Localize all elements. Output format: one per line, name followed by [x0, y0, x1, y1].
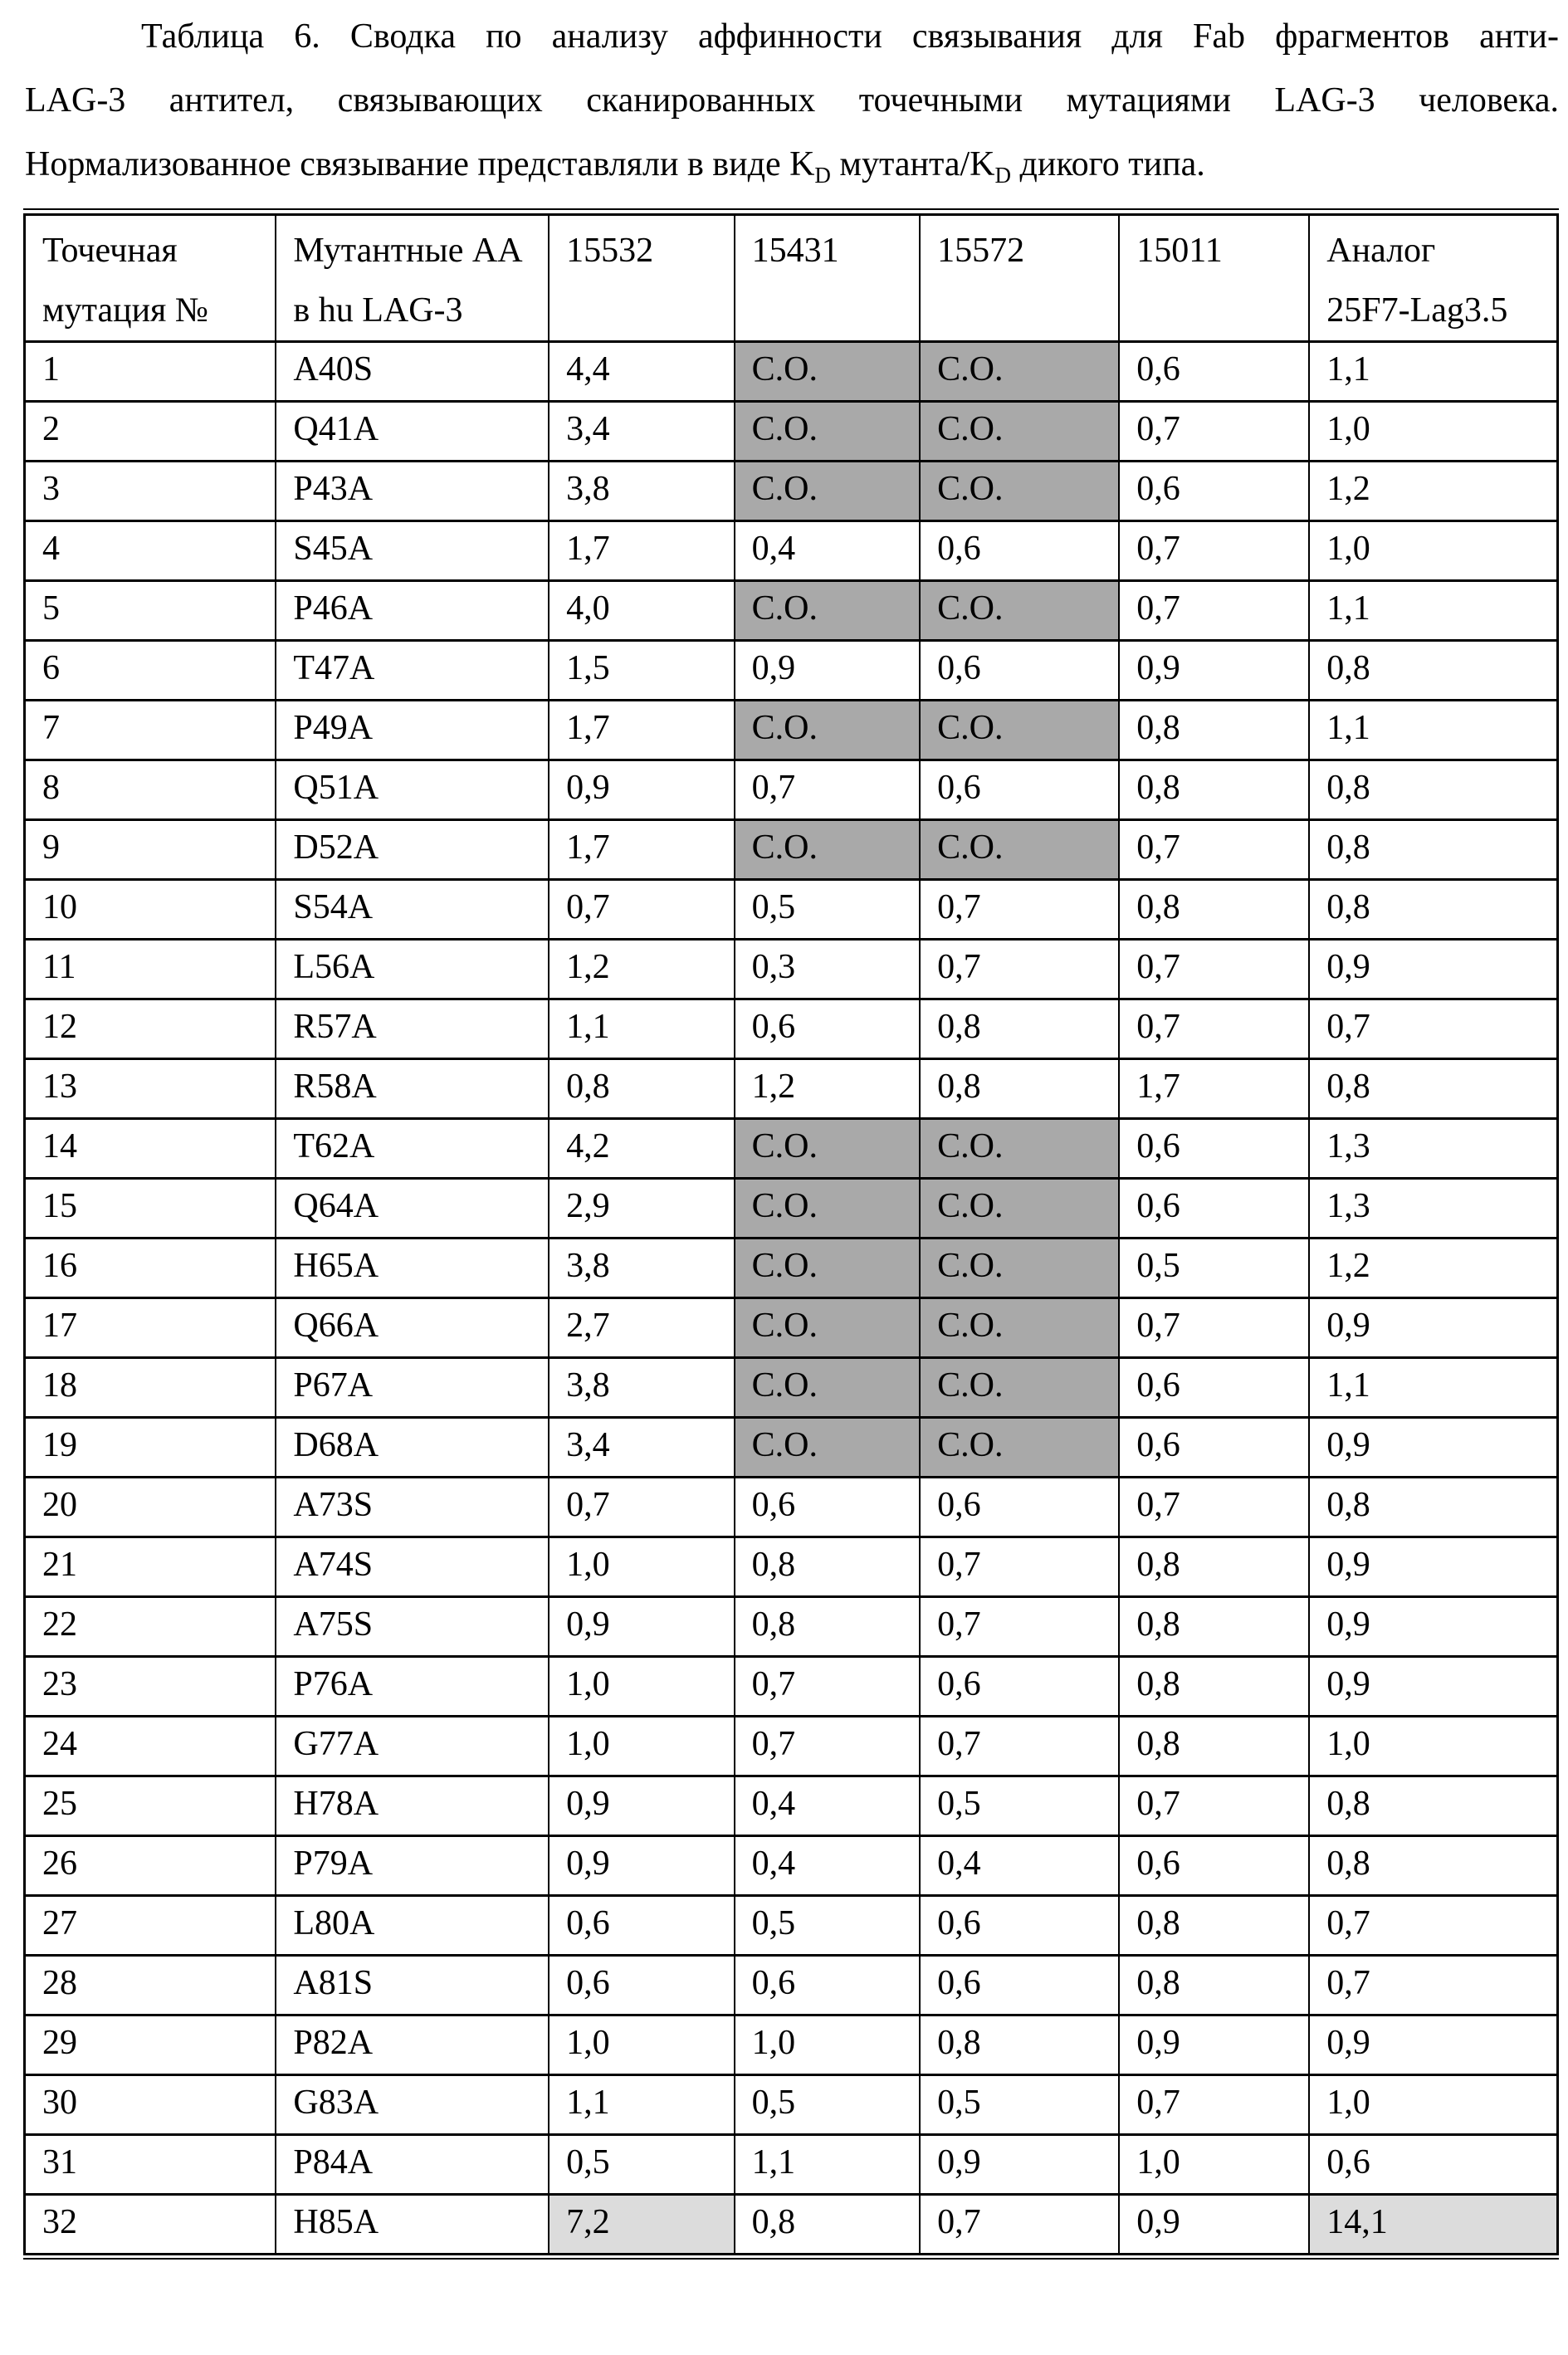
- affinity-table-wrapper: [23, 208, 1559, 2260]
- cell-mutation-number: 17: [25, 1298, 276, 1358]
- cell-binding-value: 0,8: [920, 2015, 1119, 2075]
- header-text: в hu LAG-3: [293, 291, 463, 330]
- cell-mutation-aa: P67A: [276, 1358, 549, 1418]
- header-text: Мутантные АА: [293, 232, 523, 270]
- cell-binding-value: 0,8: [1119, 880, 1309, 940]
- cell-binding-value: 0,7: [920, 880, 1119, 940]
- cell-binding-value: 0,8: [920, 999, 1119, 1059]
- cell-binding-value: 0,7: [920, 940, 1119, 999]
- cell-binding-value: 0,6: [1119, 1119, 1309, 1179]
- cell-mutation-number: 30: [25, 2075, 276, 2135]
- cell-binding-value: 0,8: [1119, 1956, 1309, 2015]
- cell-binding-value: С.О.: [920, 402, 1119, 462]
- table-row: [25, 1119, 1558, 1179]
- cell-mutation-number: 32: [25, 2195, 276, 2255]
- cell-binding-value: 0,6: [735, 999, 920, 1059]
- cell-binding-value: 0,8: [1119, 1896, 1309, 1956]
- table-row: [25, 1537, 1558, 1597]
- cell-binding-value: 0,8: [1119, 1717, 1309, 1776]
- cell-mutation-number: 8: [25, 760, 276, 820]
- cell-mutation-number: 2: [25, 402, 276, 462]
- table-caption: [0, 0, 1568, 197]
- cell-binding-value: 0,9: [549, 760, 734, 820]
- cell-binding-value: 0,6: [549, 1956, 734, 2015]
- cell-binding-value: 1,0: [1309, 521, 1557, 581]
- cell-binding-value: 2,7: [549, 1298, 734, 1358]
- table-row: [25, 2075, 1558, 2135]
- cell-binding-value: 1,2: [1309, 462, 1557, 521]
- cell-binding-value: 0,8: [1309, 760, 1557, 820]
- cell-mutation-aa: D68A: [276, 1418, 549, 1478]
- cell-binding-value: 1,1: [1309, 1358, 1557, 1418]
- cell-binding-value: 3,8: [549, 1239, 734, 1298]
- cell-binding-value: 0,7: [549, 1478, 734, 1537]
- cell-mutation-number: 13: [25, 1059, 276, 1119]
- cell-mutation-number: 29: [25, 2015, 276, 2075]
- cell-binding-value: 0,8: [1119, 1537, 1309, 1597]
- cell-binding-value: С.О.: [735, 402, 920, 462]
- cell-binding-value: 0,9: [1309, 1537, 1557, 1597]
- cell-binding-value: 0,9: [549, 1836, 734, 1896]
- cell-mutation-aa: S54A: [276, 880, 549, 940]
- cell-mutation-aa: D52A: [276, 820, 549, 880]
- cell-binding-value: С.О.: [920, 1298, 1119, 1358]
- cell-binding-value: 1,1: [1309, 342, 1557, 402]
- cell-binding-value: 0,7: [1119, 2075, 1309, 2135]
- cell-binding-value: 0,9: [1119, 641, 1309, 701]
- cell-mutation-aa: L80A: [276, 1896, 549, 1956]
- cell-mutation-number: 15: [25, 1179, 276, 1239]
- cell-binding-value: 0,9: [735, 641, 920, 701]
- cell-binding-value: 1,0: [549, 1717, 734, 1776]
- cell-binding-value: 0,5: [735, 880, 920, 940]
- cell-binding-value: 0,8: [1309, 641, 1557, 701]
- cell-binding-value: 4,2: [549, 1119, 734, 1179]
- cell-mutation-number: 5: [25, 581, 276, 641]
- table-row: [25, 2015, 1558, 2075]
- cell-mutation-number: 1: [25, 342, 276, 402]
- cell-mutation-aa: H65A: [276, 1239, 549, 1298]
- cell-binding-value: 1,1: [1309, 581, 1557, 641]
- cell-binding-value: 0,7: [920, 1597, 1119, 1657]
- cell-binding-value: С.О.: [920, 342, 1119, 402]
- affinity-table: [23, 213, 1559, 2255]
- table-row: [25, 1836, 1558, 1896]
- cell-binding-value: 0,8: [920, 1059, 1119, 1119]
- kd-subscript: D: [994, 163, 1011, 188]
- cell-binding-value: 0,6: [1119, 462, 1309, 521]
- cell-binding-value: 0,7: [735, 760, 920, 820]
- cell-mutation-aa: P76A: [276, 1657, 549, 1717]
- cell-binding-value: 0,7: [1119, 402, 1309, 462]
- cell-binding-value: 0,6: [920, 521, 1119, 581]
- cell-binding-value: 0,7: [735, 1717, 920, 1776]
- cell-binding-value: 0,6: [735, 1956, 920, 2015]
- cell-binding-value: 1,3: [1309, 1179, 1557, 1239]
- cell-mutation-aa: G83A: [276, 2075, 549, 2135]
- header-text: 25F7-Lag3.5: [1326, 291, 1508, 330]
- header-point-mutation: [25, 215, 276, 342]
- table-row: [25, 521, 1558, 581]
- cell-binding-value: 1,1: [735, 2135, 920, 2195]
- cell-mutation-aa: A75S: [276, 1597, 549, 1657]
- table-row: [25, 581, 1558, 641]
- table-row: [25, 1657, 1558, 1717]
- cell-mutation-number: 28: [25, 1956, 276, 2015]
- cell-binding-value: 0,8: [1309, 1059, 1557, 1119]
- cell-binding-value: 0,6: [1119, 1179, 1309, 1239]
- cell-binding-value: 1,1: [549, 2075, 734, 2135]
- cell-binding-value: 0,4: [735, 1836, 920, 1896]
- table-row: [25, 999, 1558, 1059]
- cell-mutation-aa: Q64A: [276, 1179, 549, 1239]
- cell-binding-value: 0,3: [735, 940, 920, 999]
- cell-binding-value: 0,6: [735, 1478, 920, 1537]
- cell-mutation-aa: R58A: [276, 1059, 549, 1119]
- cell-binding-value: 0,6: [1119, 1358, 1309, 1418]
- header-antibody-15532: [549, 215, 734, 342]
- cell-binding-value: 1,1: [549, 999, 734, 1059]
- cell-binding-value: 0,6: [1119, 1836, 1309, 1896]
- cell-binding-value: 0,8: [549, 1059, 734, 1119]
- cell-binding-value: 1,2: [549, 940, 734, 999]
- cell-binding-value: 0,7: [1309, 1956, 1557, 2015]
- cell-binding-value: С.О.: [920, 701, 1119, 760]
- cell-mutation-aa: H85A: [276, 2195, 549, 2255]
- table-body: [25, 342, 1558, 2255]
- cell-binding-value: 0,6: [1119, 342, 1309, 402]
- caption-line-2: LAG-3 антител, связывающих сканированных точечными мутациями LAG-3 человека.: [25, 81, 1559, 120]
- cell-binding-value: 0,6: [920, 1657, 1119, 1717]
- cell-binding-value: 0,7: [549, 880, 734, 940]
- cell-binding-value: 0,4: [735, 521, 920, 581]
- table-row: [25, 1896, 1558, 1956]
- cell-mutation-aa: A74S: [276, 1537, 549, 1597]
- header-mutant-aa: [276, 215, 549, 342]
- cell-binding-value: 0,5: [920, 2075, 1119, 2135]
- cell-binding-value: С.О.: [920, 462, 1119, 521]
- table-row: [25, 2135, 1558, 2195]
- cell-mutation-aa: A73S: [276, 1478, 549, 1537]
- cell-mutation-aa: T47A: [276, 641, 549, 701]
- cell-mutation-number: 27: [25, 1896, 276, 1956]
- cell-binding-value: 14,1: [1309, 2195, 1557, 2255]
- cell-binding-value: 4,4: [549, 342, 734, 402]
- cell-binding-value: С.О.: [735, 342, 920, 402]
- cell-binding-value: 0,9: [1309, 940, 1557, 999]
- table-row: [25, 760, 1558, 820]
- cell-binding-value: 0,5: [549, 2135, 734, 2195]
- cell-binding-value: 1,7: [549, 820, 734, 880]
- cell-mutation-number: 26: [25, 1836, 276, 1896]
- caption-line-3-text: дикого типа.: [1011, 145, 1205, 183]
- cell-binding-value: С.О.: [735, 1119, 920, 1179]
- table-row: [25, 1478, 1558, 1537]
- table-row: [25, 820, 1558, 880]
- cell-binding-value: С.О.: [920, 1358, 1119, 1418]
- header-antibody-15011: [1119, 215, 1309, 342]
- cell-binding-value: 0,9: [920, 2135, 1119, 2195]
- cell-binding-value: С.О.: [735, 1239, 920, 1298]
- table-row: [25, 462, 1558, 521]
- cell-mutation-aa: Q41A: [276, 402, 549, 462]
- cell-binding-value: 0,7: [735, 1657, 920, 1717]
- cell-binding-value: 4,0: [549, 581, 734, 641]
- cell-mutation-aa: Q51A: [276, 760, 549, 820]
- cell-mutation-number: 19: [25, 1418, 276, 1478]
- cell-mutation-aa: G77A: [276, 1717, 549, 1776]
- cell-binding-value: 0,6: [920, 1478, 1119, 1537]
- cell-binding-value: 0,9: [1309, 1597, 1557, 1657]
- table-row: [25, 1059, 1558, 1119]
- cell-binding-value: 0,4: [735, 1776, 920, 1836]
- cell-mutation-aa: P49A: [276, 701, 549, 760]
- cell-binding-value: 0,9: [1309, 1657, 1557, 1717]
- table-row: [25, 1717, 1558, 1776]
- cell-mutation-number: 21: [25, 1537, 276, 1597]
- table-row: [25, 2195, 1558, 2255]
- cell-binding-value: 1,0: [1119, 2135, 1309, 2195]
- cell-mutation-aa: A81S: [276, 1956, 549, 2015]
- header-text: 15011: [1136, 232, 1223, 270]
- header-text: мутация №: [42, 291, 208, 330]
- cell-binding-value: 0,7: [1119, 999, 1309, 1059]
- cell-mutation-number: 22: [25, 1597, 276, 1657]
- cell-binding-value: С.О.: [735, 701, 920, 760]
- cell-binding-value: С.О.: [920, 1119, 1119, 1179]
- cell-mutation-number: 10: [25, 880, 276, 940]
- cell-binding-value: С.О.: [735, 1179, 920, 1239]
- kd-subscript: D: [814, 163, 831, 188]
- cell-binding-value: С.О.: [735, 1358, 920, 1418]
- cell-binding-value: 0,6: [920, 760, 1119, 820]
- cell-binding-value: 0,4: [920, 1836, 1119, 1896]
- table-row: [25, 342, 1558, 402]
- cell-binding-value: 0,7: [920, 2195, 1119, 2255]
- cell-binding-value: 0,5: [1119, 1239, 1309, 1298]
- cell-mutation-number: 3: [25, 462, 276, 521]
- caption-line-3-text: Нормализованное связывание представляли в виде K: [25, 145, 815, 183]
- cell-mutation-number: 25: [25, 1776, 276, 1836]
- cell-mutation-aa: P82A: [276, 2015, 549, 2075]
- cell-binding-value: 0,7: [920, 1537, 1119, 1597]
- cell-binding-value: 3,8: [549, 1358, 734, 1418]
- cell-binding-value: 1,0: [735, 2015, 920, 2075]
- cell-binding-value: 0,8: [1119, 701, 1309, 760]
- caption-line-1: Таблица 6. Сводка по анализу аффинности связывания для Fab фрагментов анти-: [141, 17, 1559, 56]
- table-row: [25, 1298, 1558, 1358]
- cell-binding-value: С.О.: [735, 1298, 920, 1358]
- cell-mutation-number: 16: [25, 1239, 276, 1298]
- caption-line-3-text: мутанта/K: [830, 145, 995, 183]
- cell-binding-value: 0,7: [1119, 1776, 1309, 1836]
- cell-binding-value: 0,6: [920, 1896, 1119, 1956]
- cell-mutation-number: 31: [25, 2135, 276, 2195]
- cell-binding-value: 0,8: [1309, 820, 1557, 880]
- table-row: [25, 1776, 1558, 1836]
- cell-mutation-aa: P46A: [276, 581, 549, 641]
- cell-binding-value: 7,2: [549, 2195, 734, 2255]
- cell-binding-value: 0,5: [735, 1896, 920, 1956]
- cell-binding-value: 0,8: [735, 1597, 920, 1657]
- cell-binding-value: С.О.: [735, 1418, 920, 1478]
- cell-mutation-number: 7: [25, 701, 276, 760]
- cell-binding-value: 0,6: [549, 1896, 734, 1956]
- table-row: [25, 701, 1558, 760]
- cell-binding-value: 0,9: [549, 1597, 734, 1657]
- table-row: [25, 1239, 1558, 1298]
- cell-binding-value: 1,0: [1309, 1717, 1557, 1776]
- cell-mutation-aa: S45A: [276, 521, 549, 581]
- cell-mutation-aa: A40S: [276, 342, 549, 402]
- cell-binding-value: 1,2: [735, 1059, 920, 1119]
- cell-binding-value: 0,7: [1119, 1298, 1309, 1358]
- cell-binding-value: С.О.: [920, 1418, 1119, 1478]
- cell-binding-value: 0,7: [1119, 1478, 1309, 1537]
- cell-binding-value: 3,8: [549, 462, 734, 521]
- cell-mutation-number: 4: [25, 521, 276, 581]
- cell-binding-value: 0,6: [1309, 2135, 1557, 2195]
- table-row: [25, 940, 1558, 999]
- cell-binding-value: 0,9: [1119, 2015, 1309, 2075]
- cell-mutation-number: 24: [25, 1717, 276, 1776]
- cell-binding-value: 2,9: [549, 1179, 734, 1239]
- cell-binding-value: 1,0: [1309, 2075, 1557, 2135]
- header-text: 15572: [937, 232, 1025, 270]
- cell-binding-value: 0,8: [735, 2195, 920, 2255]
- cell-binding-value: С.О.: [920, 581, 1119, 641]
- table-row: [25, 402, 1558, 462]
- cell-binding-value: С.О.: [920, 820, 1119, 880]
- cell-binding-value: С.О.: [735, 462, 920, 521]
- table-row: [25, 1956, 1558, 2015]
- header-row: [25, 215, 1558, 342]
- cell-binding-value: 0,6: [920, 1956, 1119, 2015]
- cell-binding-value: 0,7: [1119, 521, 1309, 581]
- cell-binding-value: 0,7: [920, 1717, 1119, 1776]
- cell-binding-value: 0,8: [1309, 1776, 1557, 1836]
- cell-binding-value: 3,4: [549, 1418, 734, 1478]
- cell-binding-value: С.О.: [735, 581, 920, 641]
- cell-binding-value: 0,8: [1119, 1597, 1309, 1657]
- cell-mutation-aa: P43A: [276, 462, 549, 521]
- table-row: [25, 1358, 1558, 1418]
- table-row: [25, 880, 1558, 940]
- cell-mutation-number: 6: [25, 641, 276, 701]
- cell-binding-value: 1,7: [1119, 1059, 1309, 1119]
- cell-binding-value: 0,9: [549, 1776, 734, 1836]
- cell-binding-value: С.О.: [735, 820, 920, 880]
- cell-binding-value: 0,8: [1309, 1836, 1557, 1896]
- cell-binding-value: 0,5: [920, 1776, 1119, 1836]
- cell-binding-value: 0,8: [735, 1537, 920, 1597]
- cell-mutation-number: 20: [25, 1478, 276, 1537]
- header-antibody-15572: [920, 215, 1119, 342]
- cell-mutation-aa: P84A: [276, 2135, 549, 2195]
- cell-mutation-aa: Q66A: [276, 1298, 549, 1358]
- table-row: [25, 1418, 1558, 1478]
- cell-binding-value: 0,6: [920, 641, 1119, 701]
- header-analog-25F7: [1309, 215, 1557, 342]
- cell-binding-value: 0,7: [1119, 940, 1309, 999]
- cell-binding-value: 1,7: [549, 701, 734, 760]
- cell-mutation-number: 23: [25, 1657, 276, 1717]
- cell-binding-value: С.О.: [920, 1179, 1119, 1239]
- cell-binding-value: 0,7: [1309, 999, 1557, 1059]
- cell-mutation-aa: P79A: [276, 1836, 549, 1896]
- caption-line-3: [25, 133, 1559, 197]
- cell-mutation-aa: R57A: [276, 999, 549, 1059]
- cell-mutation-aa: L56A: [276, 940, 549, 999]
- cell-binding-value: 0,6: [1119, 1418, 1309, 1478]
- cell-mutation-aa: T62A: [276, 1119, 549, 1179]
- cell-binding-value: 0,8: [1119, 1657, 1309, 1717]
- cell-mutation-aa: H78A: [276, 1776, 549, 1836]
- cell-binding-value: 0,9: [1309, 2015, 1557, 2075]
- table-row: [25, 1179, 1558, 1239]
- cell-binding-value: С.О.: [920, 1239, 1119, 1298]
- cell-binding-value: 1,0: [549, 1537, 734, 1597]
- header-text: Аналог: [1326, 232, 1436, 270]
- cell-binding-value: 0,7: [1119, 581, 1309, 641]
- header-antibody-15431: [735, 215, 920, 342]
- cell-binding-value: 0,9: [1309, 1418, 1557, 1478]
- cell-binding-value: 1,3: [1309, 1119, 1557, 1179]
- cell-binding-value: 1,1: [1309, 701, 1557, 760]
- cell-binding-value: 1,2: [1309, 1239, 1557, 1298]
- cell-binding-value: 0,9: [1309, 1298, 1557, 1358]
- cell-binding-value: 1,7: [549, 521, 734, 581]
- cell-binding-value: 0,9: [1119, 2195, 1309, 2255]
- cell-binding-value: 0,8: [1119, 760, 1309, 820]
- cell-binding-value: 1,0: [1309, 402, 1557, 462]
- cell-binding-value: 1,5: [549, 641, 734, 701]
- cell-binding-value: 0,5: [735, 2075, 920, 2135]
- cell-mutation-number: 14: [25, 1119, 276, 1179]
- table-row: [25, 641, 1558, 701]
- header-text: 15431: [751, 232, 839, 270]
- cell-binding-value: 1,0: [549, 1657, 734, 1717]
- cell-mutation-number: 11: [25, 940, 276, 999]
- cell-mutation-number: 12: [25, 999, 276, 1059]
- cell-binding-value: 3,4: [549, 402, 734, 462]
- cell-binding-value: 0,8: [1309, 1478, 1557, 1537]
- header-text: Точечная: [42, 232, 178, 270]
- cell-binding-value: 1,0: [549, 2015, 734, 2075]
- header-text: 15532: [566, 232, 654, 270]
- cell-binding-value: 0,8: [1309, 880, 1557, 940]
- cell-binding-value: 0,7: [1119, 820, 1309, 880]
- cell-mutation-number: 9: [25, 820, 276, 880]
- cell-binding-value: 0,7: [1309, 1896, 1557, 1956]
- table-row: [25, 1597, 1558, 1657]
- cell-mutation-number: 18: [25, 1358, 276, 1418]
